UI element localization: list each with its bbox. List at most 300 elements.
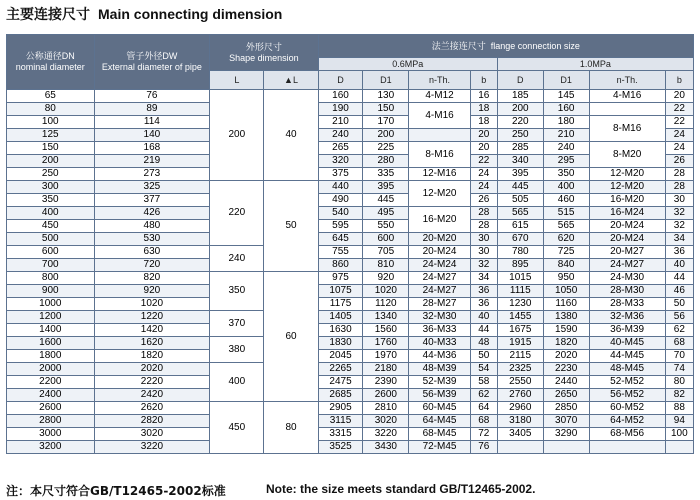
- cell-b: 64: [470, 402, 497, 415]
- cell-dw: 273: [94, 168, 210, 181]
- cell-nth-2: 16-M24: [589, 207, 665, 220]
- cell-d1-2: 350: [543, 168, 589, 181]
- table-row: [7, 363, 694, 376]
- cell-d: 3315: [318, 428, 363, 441]
- cell-d1: 1560: [363, 324, 409, 337]
- cell-nth: 24-M27: [409, 272, 470, 285]
- cell-d-2: 1915: [497, 337, 543, 350]
- note-cn: 注：本尺寸符合GB/T12465-2002标准: [6, 484, 226, 498]
- cell-d-2: 3405: [497, 428, 543, 441]
- cell-d1: 920: [363, 272, 409, 285]
- cell-d: 2045: [318, 350, 363, 363]
- cell-d-2: 505: [497, 194, 543, 207]
- cell-d1: 1760: [363, 337, 409, 350]
- cell-b-2: 22: [665, 116, 693, 129]
- cell-dn: 600: [7, 246, 95, 259]
- cell-d1-2: 295: [543, 155, 589, 168]
- cell-dw: 3020: [94, 428, 210, 441]
- cell-dw: 426: [94, 207, 210, 220]
- cell-d-2: 340: [497, 155, 543, 168]
- header-dn: 公称通径DN nominal diameter: [7, 35, 95, 90]
- cell-d1: 280: [363, 155, 409, 168]
- cell-d: 540: [318, 207, 363, 220]
- cell-dw: 325: [94, 181, 210, 194]
- cell-nth: 4-M12: [409, 90, 470, 103]
- cell-d1-2: 2230: [543, 363, 589, 376]
- table-row: [7, 233, 694, 246]
- cell-d1-2: [543, 441, 589, 454]
- cell-nth-2: 28-M33: [589, 298, 665, 311]
- cell-b-2: 94: [665, 415, 693, 428]
- table-row: [7, 194, 694, 207]
- cell-d-2: 2115: [497, 350, 543, 363]
- cell-d1-2: 210: [543, 129, 589, 142]
- cell-b: 58: [470, 376, 497, 389]
- table-row: [7, 428, 694, 441]
- table-row: [7, 207, 694, 220]
- cell-d: 1830: [318, 337, 363, 350]
- cell-d1: 3020: [363, 415, 409, 428]
- cell-dn: 500: [7, 233, 95, 246]
- cell-d1: 335: [363, 168, 409, 181]
- cell-dw: 377: [94, 194, 210, 207]
- cell-nth-2: 40-M45: [589, 337, 665, 350]
- cell-nth: 32-M30: [409, 311, 470, 324]
- cell-d1-2: 950: [543, 272, 589, 285]
- cell-d1-2: 1380: [543, 311, 589, 324]
- cell-dw: 1620: [94, 337, 210, 350]
- header-dw: 管子外径DW External diameter of pipe: [94, 35, 210, 90]
- cell-nth: 64-M45: [409, 415, 470, 428]
- cell-d-2: 285: [497, 142, 543, 155]
- cell-nth-2: [589, 103, 665, 116]
- cell-dw: 480: [94, 220, 210, 233]
- cell-nth-2: 12-M20: [589, 181, 665, 194]
- cell-b: 22: [470, 155, 497, 168]
- cell-dn: 150: [7, 142, 95, 155]
- cell-nth: 28-M27: [409, 298, 470, 311]
- cell-d1: 2180: [363, 363, 409, 376]
- cell-nth: 24-M27: [409, 285, 470, 298]
- cell-nth: 20-M20: [409, 233, 470, 246]
- cell-nth-2: 4-M16: [589, 90, 665, 103]
- cell-d-2: 445: [497, 181, 543, 194]
- cell-nth-2: 24-M27: [589, 259, 665, 272]
- cell-d1: 395: [363, 181, 409, 194]
- cell-d1-2: 400: [543, 181, 589, 194]
- cell-b: 36: [470, 285, 497, 298]
- title-en: Main connecting dimension: [98, 6, 283, 22]
- cell-d: 1175: [318, 298, 363, 311]
- dimension-table: [6, 34, 694, 454]
- cell-b: 44: [470, 324, 497, 337]
- cell-d1-2: 145: [543, 90, 589, 103]
- cell-d1-2: 3290: [543, 428, 589, 441]
- header-col-nth: n-Th.: [409, 71, 470, 90]
- cell-nth: 56-M39: [409, 389, 470, 402]
- table-row: [7, 220, 694, 233]
- cell-b: 24: [470, 181, 497, 194]
- cell-b: 20: [470, 142, 497, 155]
- cell-dn: 125: [7, 129, 95, 142]
- table-row: [7, 90, 694, 103]
- cell-b-2: 30: [665, 194, 693, 207]
- cell-dw: 89: [94, 103, 210, 116]
- cell-d1: 495: [363, 207, 409, 220]
- note-en: Note: the size meets standard GB/T12465-2002.: [266, 482, 536, 496]
- cell-dn: 350: [7, 194, 95, 207]
- header-col-D-2: D: [497, 71, 543, 90]
- cell-dw: 530: [94, 233, 210, 246]
- cell-nth-2: 16-M20: [589, 194, 665, 207]
- cell-b: 36: [470, 298, 497, 311]
- cell-nth: 52-M39: [409, 376, 470, 389]
- header-col-D: D: [318, 71, 363, 90]
- cell-d1-2: 1050: [543, 285, 589, 298]
- cell-dw: 1220: [94, 311, 210, 324]
- cell-d: 160: [318, 90, 363, 103]
- cell-b: 72: [470, 428, 497, 441]
- cell-d1-2: 460: [543, 194, 589, 207]
- cell-d-2: 615: [497, 220, 543, 233]
- cell-b-2: [665, 441, 693, 454]
- title-cn: 主要连接尺寸: [6, 7, 90, 23]
- cell-dn: 2200: [7, 376, 95, 389]
- cell-b: 34: [470, 272, 497, 285]
- cell-d1-2: 160: [543, 103, 589, 116]
- cell-b: 24: [470, 168, 497, 181]
- cell-b: 32: [470, 259, 497, 272]
- cell-b: 16: [470, 90, 497, 103]
- cell-shape-L2: 60: [264, 272, 318, 402]
- table-row: [7, 285, 694, 298]
- cell-d: 265: [318, 142, 363, 155]
- cell-dn: 3000: [7, 428, 95, 441]
- cell-d: 3115: [318, 415, 363, 428]
- cell-dn: 1800: [7, 350, 95, 363]
- cell-d1: 705: [363, 246, 409, 259]
- cell-nth-2: 56-M52: [589, 389, 665, 402]
- cell-d1-2: 2650: [543, 389, 589, 402]
- cell-b: 30: [470, 233, 497, 246]
- cell-d: 210: [318, 116, 363, 129]
- cell-dw: 2420: [94, 389, 210, 402]
- cell-d: 440: [318, 181, 363, 194]
- cell-d-2: 1455: [497, 311, 543, 324]
- table-row: [7, 337, 694, 350]
- cell-d1: 1020: [363, 285, 409, 298]
- cell-d: 375: [318, 168, 363, 181]
- header-shape: 外形尺寸 Shape dimension: [210, 35, 318, 71]
- cell-d: 2905: [318, 402, 363, 415]
- cell-dn: 2600: [7, 402, 95, 415]
- cell-dn: 700: [7, 259, 95, 272]
- cell-dn: 80: [7, 103, 95, 116]
- cell-d1: 1340: [363, 311, 409, 324]
- cell-b-2: 24: [665, 142, 693, 155]
- cell-dn: 250: [7, 168, 95, 181]
- cell-d1-2: 1590: [543, 324, 589, 337]
- table-row: [7, 246, 694, 259]
- cell-b-2: 28: [665, 181, 693, 194]
- cell-nth-2: 12-M20: [589, 168, 665, 181]
- cell-d1: 200: [363, 129, 409, 142]
- cell-nth-2: 8-M16: [589, 116, 665, 142]
- cell-d1: 550: [363, 220, 409, 233]
- cell-d1: 3430: [363, 441, 409, 454]
- header-col-nth-2: n-Th.: [589, 71, 665, 90]
- cell-dw: 76: [94, 90, 210, 103]
- cell-b-2: 56: [665, 311, 693, 324]
- cell-b-2: 28: [665, 168, 693, 181]
- cell-d: 645: [318, 233, 363, 246]
- cell-d-2: 2960: [497, 402, 543, 415]
- cell-shape-L2: 50: [264, 181, 318, 272]
- cell-d1-2: 240: [543, 142, 589, 155]
- cell-nth: 8-M16: [409, 142, 470, 168]
- cell-dn: 2800: [7, 415, 95, 428]
- cell-dn: 200: [7, 155, 95, 168]
- cell-dw: 2220: [94, 376, 210, 389]
- cell-dw: 3220: [94, 441, 210, 454]
- table-row: [7, 389, 694, 402]
- table-row: [7, 181, 694, 194]
- cell-dw: 820: [94, 272, 210, 285]
- header-pressure-06: 0.6MPa: [318, 58, 497, 71]
- cell-d1-2: 180: [543, 116, 589, 129]
- cell-d-2: 1675: [497, 324, 543, 337]
- cell-b-2: 34: [665, 233, 693, 246]
- cell-b-2: 26: [665, 155, 693, 168]
- cell-b-2: 50: [665, 298, 693, 311]
- cell-b: 28: [470, 207, 497, 220]
- table-row: [7, 168, 694, 181]
- cell-shape-L: 220: [210, 181, 264, 246]
- cell-dn: 800: [7, 272, 95, 285]
- cell-dn: 1000: [7, 298, 95, 311]
- cell-nth: 48-M39: [409, 363, 470, 376]
- cell-b: 28: [470, 220, 497, 233]
- cell-d-2: 220: [497, 116, 543, 129]
- cell-shape-L: 380: [210, 337, 264, 363]
- cell-d-2: 2760: [497, 389, 543, 402]
- cell-nth-2: [589, 441, 665, 454]
- cell-d-2: 250: [497, 129, 543, 142]
- header-col-D1-2: D1: [543, 71, 589, 90]
- cell-dw: 219: [94, 155, 210, 168]
- cell-d-2: 2325: [497, 363, 543, 376]
- cell-d: 2475: [318, 376, 363, 389]
- cell-d1: 225: [363, 142, 409, 155]
- cell-d: 190: [318, 103, 363, 116]
- cell-dn: 2400: [7, 389, 95, 402]
- cell-d-2: 1230: [497, 298, 543, 311]
- header-flange: 法兰接连尺寸 flange connection size: [318, 35, 693, 58]
- cell-d: 490: [318, 194, 363, 207]
- cell-d-2: 185: [497, 90, 543, 103]
- table-row: [7, 116, 694, 129]
- cell-d1: 150: [363, 103, 409, 116]
- cell-b-2: 24: [665, 129, 693, 142]
- cell-d-2: 3180: [497, 415, 543, 428]
- cell-b: 18: [470, 103, 497, 116]
- cell-d1: 2600: [363, 389, 409, 402]
- cell-b-2: 36: [665, 246, 693, 259]
- header-pressure-10: 1.0MPa: [497, 58, 693, 71]
- cell-d: 975: [318, 272, 363, 285]
- table-row: [7, 350, 694, 363]
- cell-d: 1630: [318, 324, 363, 337]
- cell-nth: 4-M16: [409, 103, 470, 129]
- cell-nth: 36-M33: [409, 324, 470, 337]
- cell-d: 240: [318, 129, 363, 142]
- cell-d1-2: 1160: [543, 298, 589, 311]
- cell-nth-2: 52-M52: [589, 376, 665, 389]
- cell-d1: 445: [363, 194, 409, 207]
- cell-b-2: 46: [665, 285, 693, 298]
- cell-nth-2: 8-M20: [589, 142, 665, 168]
- cell-dw: 1420: [94, 324, 210, 337]
- cell-dn: 100: [7, 116, 95, 129]
- cell-d1-2: 840: [543, 259, 589, 272]
- cell-d-2: 895: [497, 259, 543, 272]
- cell-dn: 400: [7, 207, 95, 220]
- cell-d1-2: 2850: [543, 402, 589, 415]
- header-col-b: b: [470, 71, 497, 90]
- cell-nth: 68-M45: [409, 428, 470, 441]
- cell-dw: 2620: [94, 402, 210, 415]
- cell-d: 3525: [318, 441, 363, 454]
- cell-dw: 2020: [94, 363, 210, 376]
- cell-b-2: 40: [665, 259, 693, 272]
- cell-nth-2: 44-M45: [589, 350, 665, 363]
- cell-b-2: 22: [665, 103, 693, 116]
- cell-nth-2: 36-M39: [589, 324, 665, 337]
- cell-dw: 168: [94, 142, 210, 155]
- cell-nth: 60-M45: [409, 402, 470, 415]
- cell-shape-L2: 40: [264, 90, 318, 181]
- cell-shape-L: 370: [210, 311, 264, 337]
- cell-dn: 1400: [7, 324, 95, 337]
- cell-d: 2685: [318, 389, 363, 402]
- cell-d1: 810: [363, 259, 409, 272]
- header-col-L2: ▲L: [264, 71, 318, 90]
- cell-d1-2: 2440: [543, 376, 589, 389]
- cell-d1-2: 725: [543, 246, 589, 259]
- cell-d: 2265: [318, 363, 363, 376]
- table-body: [7, 90, 694, 454]
- cell-d-2: 2550: [497, 376, 543, 389]
- cell-d-2: 1115: [497, 285, 543, 298]
- cell-dn: 2000: [7, 363, 95, 376]
- cell-nth: 72-M45: [409, 441, 470, 454]
- header-col-b-2: b: [665, 71, 693, 90]
- cell-dn: 300: [7, 181, 95, 194]
- header-col-D1: D1: [363, 71, 409, 90]
- cell-d1-2: 565: [543, 220, 589, 233]
- cell-b-2: 82: [665, 389, 693, 402]
- cell-b: 48: [470, 337, 497, 350]
- cell-d-2: 395: [497, 168, 543, 181]
- cell-nth: 12-M20: [409, 181, 470, 207]
- cell-d1: 2810: [363, 402, 409, 415]
- cell-dw: 720: [94, 259, 210, 272]
- cell-d1: 600: [363, 233, 409, 246]
- cell-nth-2: 60-M52: [589, 402, 665, 415]
- cell-dn: 1200: [7, 311, 95, 324]
- cell-nth-2: 28-M30: [589, 285, 665, 298]
- cell-d1-2: 2020: [543, 350, 589, 363]
- cell-nth: 12-M16: [409, 168, 470, 181]
- table-row: [7, 103, 694, 116]
- cell-b-2: 32: [665, 220, 693, 233]
- cell-nth: 20-M24: [409, 246, 470, 259]
- cell-d-2: 1015: [497, 272, 543, 285]
- cell-d1: 170: [363, 116, 409, 129]
- cell-dw: 1020: [94, 298, 210, 311]
- cell-d-2: [497, 441, 543, 454]
- cell-d1: 1120: [363, 298, 409, 311]
- cell-nth-2: 24-M30: [589, 272, 665, 285]
- cell-b: 62: [470, 389, 497, 402]
- table-row: [7, 441, 694, 454]
- cell-b-2: 62: [665, 324, 693, 337]
- table-row: [7, 142, 694, 155]
- table-row: [7, 324, 694, 337]
- cell-dn: 900: [7, 285, 95, 298]
- cell-shape-L: 400: [210, 363, 264, 402]
- cell-shape-L2: 80: [264, 402, 318, 454]
- cell-b-2: 80: [665, 376, 693, 389]
- cell-b: 20: [470, 129, 497, 142]
- cell-d: 1405: [318, 311, 363, 324]
- cell-d1: 3220: [363, 428, 409, 441]
- cell-shape-L: 350: [210, 272, 264, 311]
- cell-b: 30: [470, 246, 497, 259]
- cell-d1-2: 620: [543, 233, 589, 246]
- cell-d-2: 780: [497, 246, 543, 259]
- cell-b: 50: [470, 350, 497, 363]
- cell-d-2: 200: [497, 103, 543, 116]
- cell-dn: 65: [7, 90, 95, 103]
- cell-d1-2: 1820: [543, 337, 589, 350]
- cell-dw: 920: [94, 285, 210, 298]
- cell-b: 54: [470, 363, 497, 376]
- cell-dn: 3200: [7, 441, 95, 454]
- table-row: [7, 298, 694, 311]
- cell-dw: 114: [94, 116, 210, 129]
- cell-nth: [409, 129, 470, 142]
- cell-nth: 16-M20: [409, 207, 470, 233]
- cell-b-2: 20: [665, 90, 693, 103]
- table-row: [7, 259, 694, 272]
- cell-b-2: 68: [665, 337, 693, 350]
- cell-b: 26: [470, 194, 497, 207]
- cell-d1: 2390: [363, 376, 409, 389]
- cell-b-2: 32: [665, 207, 693, 220]
- cell-d: 595: [318, 220, 363, 233]
- cell-b-2: 44: [665, 272, 693, 285]
- cell-b-2: 70: [665, 350, 693, 363]
- cell-nth-2: 32-M36: [589, 311, 665, 324]
- cell-b: 68: [470, 415, 497, 428]
- cell-d1-2: 515: [543, 207, 589, 220]
- table-row: [7, 376, 694, 389]
- cell-nth-2: 48-M45: [589, 363, 665, 376]
- cell-shape-L: 240: [210, 246, 264, 272]
- cell-nth: 44-M36: [409, 350, 470, 363]
- cell-nth-2: 20-M24: [589, 233, 665, 246]
